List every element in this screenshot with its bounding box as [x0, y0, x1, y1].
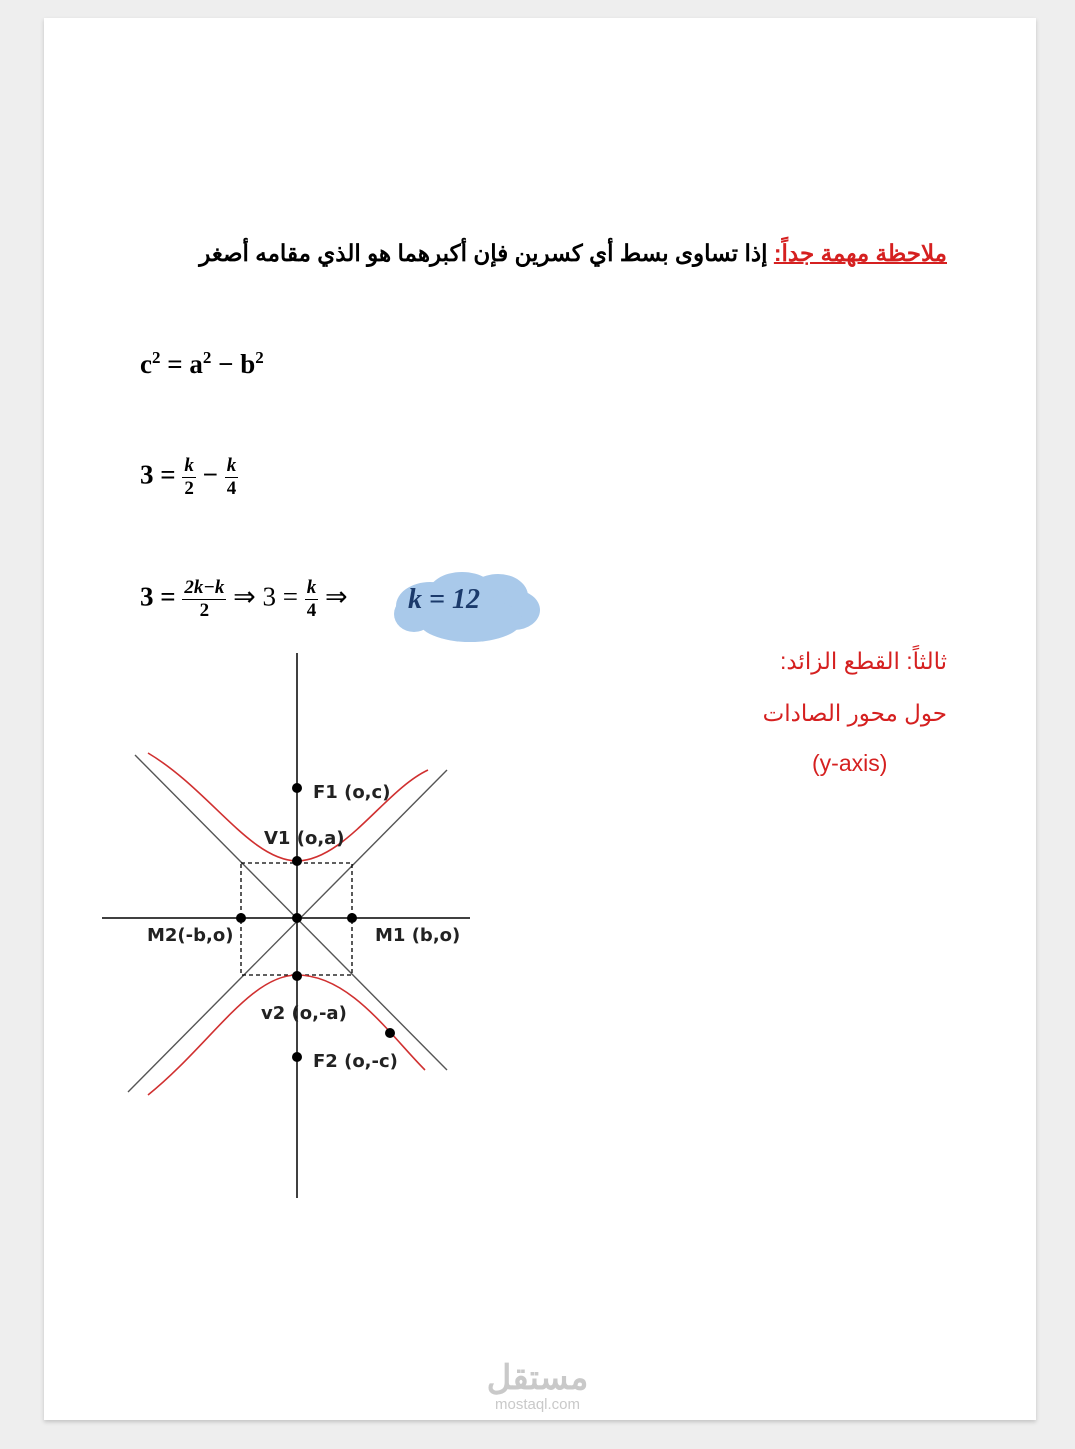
- vertex-v2-point: [292, 971, 302, 981]
- eq1-exp-a: 2: [202, 348, 212, 367]
- m1-point: [347, 913, 357, 923]
- eq2-num-1: k: [184, 455, 194, 476]
- eq3-implies-1: ⇒ 3 =: [226, 581, 305, 612]
- eq3-den-2: 4: [306, 599, 317, 621]
- focus-f2-point: [292, 1052, 302, 1062]
- curve-point: [385, 1028, 395, 1038]
- eq1-equals: =: [160, 349, 190, 379]
- label-m1: M1 (b,o): [375, 925, 461, 946]
- vertex-v1-point: [292, 856, 302, 866]
- eq1-a: a: [189, 349, 203, 379]
- eq2-den-1: 2: [184, 477, 194, 499]
- eq1-minus: −: [211, 349, 241, 379]
- eq3-num-1: 2k−k: [184, 577, 225, 598]
- eq3-den-1: 2: [199, 599, 210, 621]
- eq3-lhs: 3 =: [140, 581, 176, 612]
- watermark-arabic: مستقل: [486, 1359, 589, 1397]
- eq2-den-2: 4: [226, 477, 237, 499]
- eq1-exp-b: 2: [255, 348, 264, 367]
- eq3-num-2: k: [306, 577, 317, 598]
- note-text: إذا تساوى بسط أي كسرين فإن أكبرهما هو الذي مقامه أصغر: [199, 240, 768, 266]
- section-subheading: حول محور الصادات: [762, 700, 947, 726]
- label-m2: M2(-b,o): [147, 925, 234, 946]
- focus-f1-point: [292, 783, 302, 793]
- label-f2: F2 (o,-c): [313, 1051, 398, 1072]
- watermark: [470, 1360, 605, 1413]
- axis-note: (y-axis): [812, 750, 888, 776]
- label-v1: V1 (o,a): [264, 828, 345, 849]
- eq3-result: k = 12: [408, 584, 480, 615]
- section-heading: ثالثاً: القطع الزائد:: [779, 648, 947, 674]
- lower-branch: [148, 975, 425, 1095]
- eq2-num-2: k: [226, 455, 237, 476]
- eq1-b: b: [240, 349, 256, 379]
- label-v2: v2 (o,-a): [261, 1003, 347, 1024]
- watermark-latin: mostaql.com: [494, 1396, 581, 1413]
- m2-point: [236, 913, 246, 923]
- note-title: ملاحظة مهمة جداً:: [773, 240, 947, 266]
- eq3-implies-2: ⇒: [318, 581, 348, 612]
- eq1-c: c: [140, 349, 152, 379]
- label-f1: F1 (o,c): [313, 782, 391, 803]
- eq1-exp-c: 2: [151, 348, 161, 367]
- eq2-lhs: 3 =: [140, 459, 176, 490]
- center-point: [292, 913, 302, 923]
- eq2-minus: −: [202, 459, 219, 490]
